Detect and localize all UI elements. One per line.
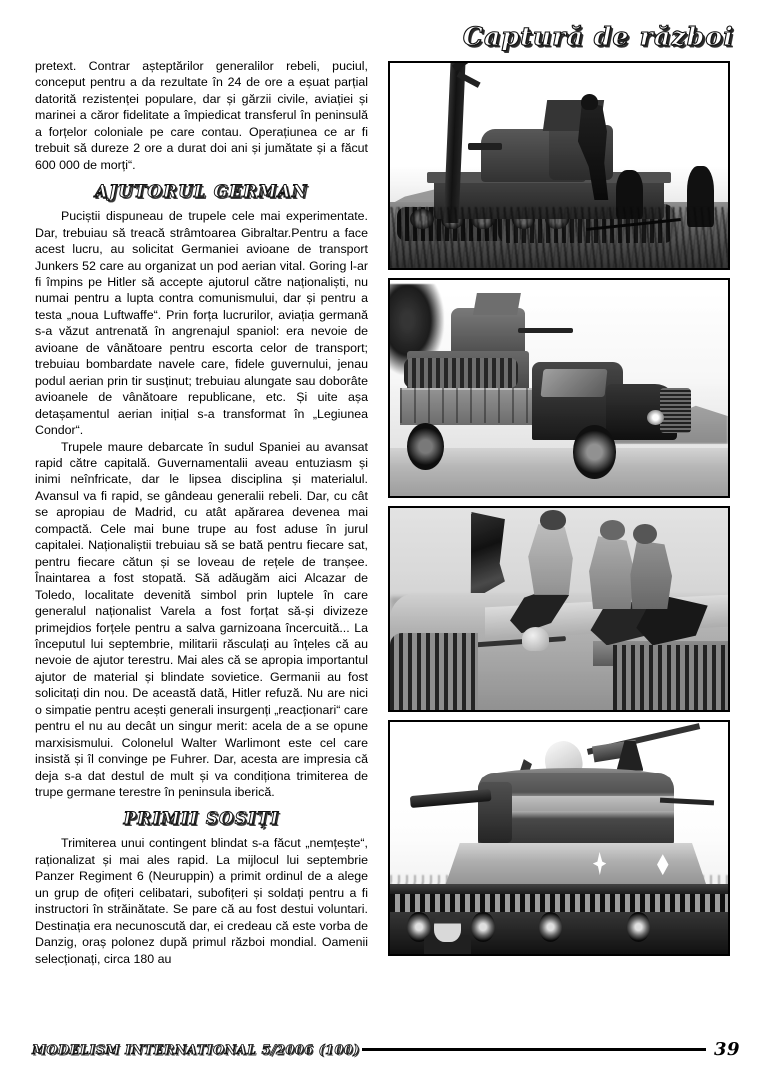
photo-content bbox=[390, 63, 728, 268]
footer-divider-rule bbox=[362, 1048, 706, 1051]
photo-column bbox=[388, 61, 730, 964]
article-paragraph: Trimiterea unui contingent blindat s-a făcut „nemțește“, raționalizat și mai ales rapid. La mijlocul lui septembrie Panzer Regiment 6 (Neuruppin) a primit ordinul de a alege un grup de ofițeri celibatari, subofițeri și soldați pentru a fi instructori în străinătate. Se pare că au fost destui voluntari. Destinația era necunoscută dar, ei credeau că este vorba de Danzig, oraș polonez după primul război mondial. Oamenii selecționați, circa 180 au bbox=[35, 836, 368, 966]
section-heading-first-arrivals: PRIMII SOSIȚI bbox=[123, 809, 280, 829]
photo-tank-on-truck bbox=[388, 278, 730, 498]
page-header-title: Captură de război bbox=[462, 22, 734, 51]
article-paragraph: Puciștii dispuneau de trupele cele mai experimentate. Dar, trebuiau să treacă strâmtoarea Gibraltar.Pentru a face acest lucru, au solicitat Germaniei avioane de transport Junkers 52 care au organizat un pod aerian vital. Goring l-ar fi împins pe Hitler să accepte ajutorul către naționaliști, nu numai pentru a lupta contra comunismului, dar și pentru a testa „noua Luftwaffe“. Prin forța lucrurilor, aviația germană s-a văzut antrenată în angrenajul spaniol: era nevoie de avioane de vânătoare pentru escorta celor de transport; trebuiau bombardate navele care, fidele guvernului, jenau podul aerian prin tir susținut; trebuiau alungate sau doborâte avioanele de vânătoare republicane, etc. Și uite așa detașamentul aerian inițial s-a transformat în „Legiunea Condor“. bbox=[35, 209, 368, 438]
photo-content bbox=[390, 508, 728, 710]
photo-t26-turret-closeup bbox=[388, 720, 730, 956]
photo-content bbox=[390, 722, 728, 954]
article-paragraph: Trupele maure debarcate în sudul Spaniei au avansat rapid către capitală. Guvernamentalii aveau entuziasm și inimi neînfricate, dar le lipsea disciplina și materialul. Avansul va fi rapid, se gândeau generalii rebeli. Dar, cu cât se apropiau de Madrid, cu atât apărarea devenea mai compactă. Cele mai bune trupe au fost aduse în jurul capitalei. Naționaliștii trebuiau să se bată pentru fiecare sat, pentru fiecare cătun și se loveau de rețele de tranșee. Înaintarea a fost stopată. Să adăugăm aici Alcazar de Toledo, localitate devenită simbol prin luptele în care generalul naționalist Varela a fost forțat să-și divizeze primejdios forțele pentru a salva garnizoana încercuită... La începutul lui septembrie, militarii răsculați au înțeles că au nevoie de ajutor terestru. Mai ales că se apropia importantul ajutor de material și blindate sovietice. Germanii au fost solicitați din nou. De această dată, Hitler refuză. Nu are nici o simpatie pentru acești generali insurgenți „reacționari“ care pentru el nu au decât un singur merit: acela de a se opune marxisismului. Colonelul Walter Warlimont este cel care insistă și îl convinge pe Fuhrer. Dar, acesta are impresia că deja s-a dat destul de mult și va condiționa trimiterea de trupe germane terestre în peninsula iberică. bbox=[35, 439, 368, 800]
article-text-column bbox=[35, 58, 368, 967]
footer-publication-title: MODELISM INTERNATIONAL 5/2006 (100) bbox=[32, 1041, 360, 1057]
article-paragraph: pretext. Contrar așteptărilor generalilor rebeli, puciul, conceput pentru a da rezultate în 24 de ore a eșuat parțial datorită rezistenței populare, dar și gărzii civile, aviației și marinei a căror fidelitate a împiedicat transferul în peninsulă a forțelor coloniale pe care contau. Operațiunea ce ar fi trebuit să dureze 2 ore a durat doi ani și jumătate și a făcut 600 000 de morți“. bbox=[35, 59, 368, 172]
section-heading-german-aid: AJUTORUL GERMAN bbox=[94, 182, 309, 202]
photo-content bbox=[390, 280, 728, 496]
page-footer bbox=[32, 1038, 740, 1060]
photo-captured-t26-tank bbox=[388, 61, 730, 270]
footer-page-number: 39 bbox=[713, 1038, 740, 1060]
photo-soldiers-on-panzer bbox=[388, 506, 730, 712]
